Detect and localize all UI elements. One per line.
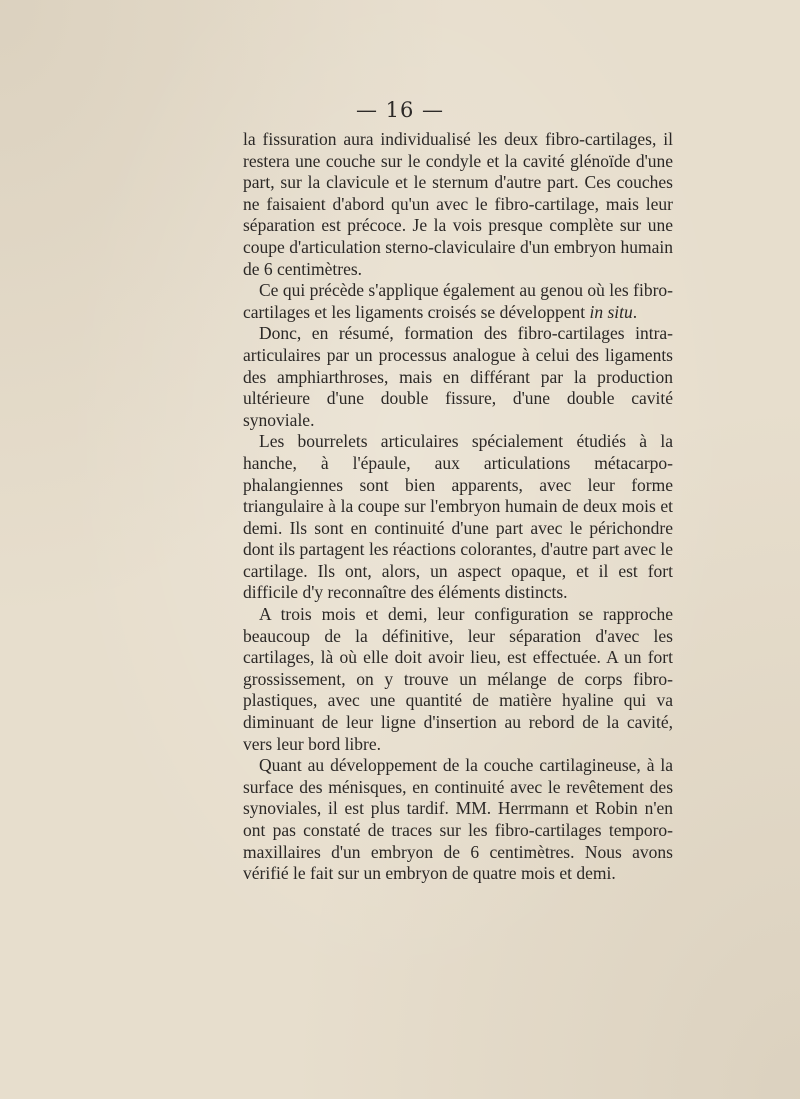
paragraph-bourrelets: Les bourrelets articulaires spécialement étudiés à la hanche, à l'épaule, aux articulations métacarpo-phalangiennes sont bien apparents, avec leur forme triangulaire à la coupe sur l'embryon humain de deux mois et demi. Ils sont en continuité d'une part avec le périchondre dont ils partagent les réactions colorantes, d'autre part avec le cartilage. Ils ont, alors, un aspect opaque, et il est fort difficile d'y reconnaître des éléments distincts. [243,431,673,603]
in-situ-italic: in situ [589,301,633,322]
paragraph-resume: Donc, en résumé, formation des fibro-cartilages intra-articulaires par un processus analogue à celui des ligaments des amphiarthroses, mais en différant par la production ultérieure d'une double fissure, d'une double cavité synoviale. [243,323,673,430]
body-text [243,129,673,885]
paragraph-couche-cartilagineuse: Quant au développement de la couche cartilagineuse, à la surface des ménisques, en continuité avec le revêtement des synoviales, il est plus tardif. MM. Herrmann et Robin n'en ont pas constaté de traces sur les fibro-cartilages temporo-maxillaires d'un embryon de 6 centimètres. Nous avons vérifié le fait sur un embryon de quatre mois et demi. [243,755,673,884]
paragraph-fibro-cartilage-separation: la fissuration aura individualisé les deux fibro-cartilages, il restera une couche sur le condyle et la cavité glénoïde d'une part, sur la clavicule et le sternum d'autre part. Ces couches ne faisaient d'abord qu'un avec le fibro-cartilage, mais leur séparation est précoce. Je la vois presque complète sur une coupe d'articulation sterno-claviculaire d'un embryon humain de 6 centimètres. [243,129,673,279]
paragraph-trois-mois: A trois mois et demi, leur configuration se rapproche beaucoup de la définitive, leur séparation d'avec les cartilages, là où elle doit avoir lieu, est effectuée. A un fort grossissement, on y trouve un mélange de corps fibro-plastiques, avec une quantité de matière hyaline qui va diminuant de leur ligne d'insertion au rebord de la cavité, vers leur bord libre. [243,604,673,754]
paragraph-genou-end: . [632,301,638,322]
paragraph-genou [243,280,673,323]
page-number: — 16 — [355,98,445,122]
paragraph-genou-text: Ce qui précède s'applique également au genou où les fibro-cartilages et les ligaments croisés se développent [243,280,673,322]
